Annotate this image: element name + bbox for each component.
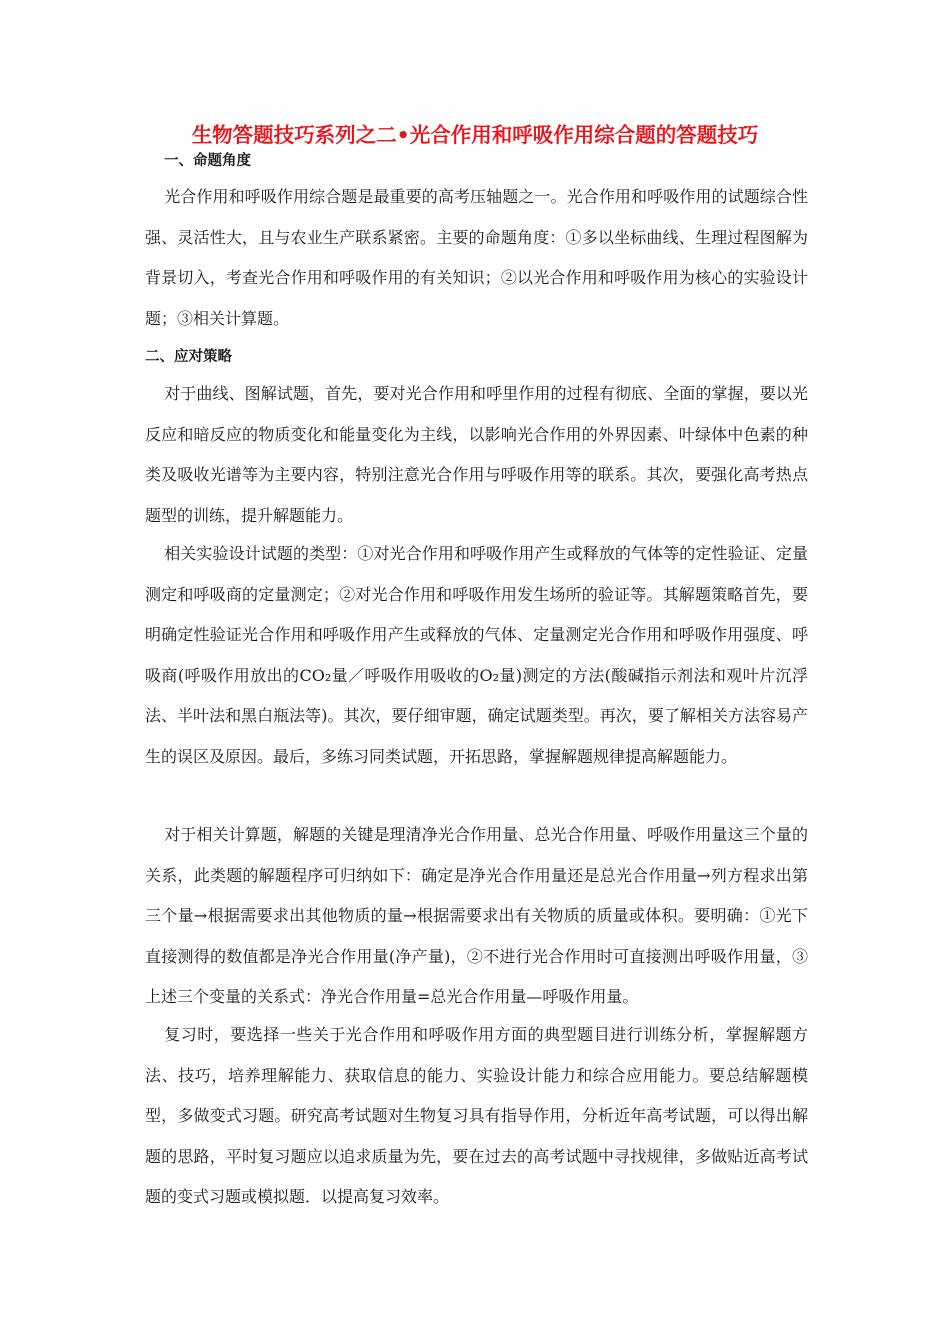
paragraph-calculation-questions: 对于相关计算题，解题的关键是理清净光合作用量、总光合作用量、呼吸作用量这三个量的关系，此类题的解题程序可归纳如下：确定是净光合作用量还是总光合作用量→列方程求出第三个量→根据需要求出其他物质的量→根据需要求出有关物质的质量或体积。要明确：①光下直接测得的数值都是净光合作用量(净产量)，②不进行光合作用时可直接测出呼吸作用量，③上述三个变量的关系式：净光合作用量=总光合作用量—呼吸作用量。	[145, 825, 808, 1007]
paragraph-proposition-angle: 光合作用和呼吸作用综合题是最重要的高考压轴题之一。光合作用和呼吸作用的试题综合性强、灵活性大，且与农业生产联系紧密。主要的命题角度：①多以坐标曲线、生理过程图解为背景切入，考查光合作用和呼吸作用的有关知识；②以光合作用和呼吸作用为核心的实验设计题；③相关计算题。	[145, 187, 808, 328]
section-heading-proposition-angle: 一、命题角度	[164, 153, 251, 169]
document-title: 生物答题技巧系列之二•光合作用和呼吸作用综合题的答题技巧	[191, 123, 759, 147]
paragraph-review-advice: 复习时，要选择一些关于光合作用和呼吸作用方面的典型题目进行训练分析，掌握解题方法、技巧，培养理解能力、获取信息的能力、实验设计能力和综合应用能力。要总结解题模型，多做变式习题。研究高考试题对生物复习具有指导作用，分析近年高考试题，可以得出解题的思路，平时复习题应以追求质量为先，要在过去的高考试题中寻找规律，多做贴近高考试题的变式习题或模拟题．以提高复习效率。	[145, 1025, 808, 1207]
paragraph-curve-diagram-questions: 对于曲线、图解试题，首先，要对光合作用和呼里作用的过程有彻底、全面的掌握，要以光反应和暗反应的物质变化和能量变化为主线，以影响光合作用的外界因素、叶绿体中色素的种类及吸收光谱等为主要内容，特别注意光合作用与呼吸作用等的联系。其次，要强化高考热点题型的训练，提升解题能力。	[145, 384, 808, 525]
paragraph-experiment-design-questions: 相关实验设计试题的类型：①对光合作用和呼吸作用产生或释放的气体等的定性验证、定量测定和呼吸商的定量测定；②对光合作用和呼吸作用发生场所的验证等。其解题策略首先，要明确定性验证光合作用和呼吸作用产生或释放的气体、定量测定光合作用和呼吸作用强度、呼吸商(呼吸作用放出的CO₂量／呼吸作用吸收的O₂量)测定的方法(酸碱指示剂法和观叶片沉浮法、半叶法和黑白瓶法等)。其次，要仔细审题，确定试题类型。再次，要了解相关方法容易产生的误区及原因。最后，多练习同类试题，开拓思路，掌握解题规律提高解题能力。	[145, 544, 808, 766]
section-heading-strategy: 二、应对策略	[145, 349, 232, 365]
